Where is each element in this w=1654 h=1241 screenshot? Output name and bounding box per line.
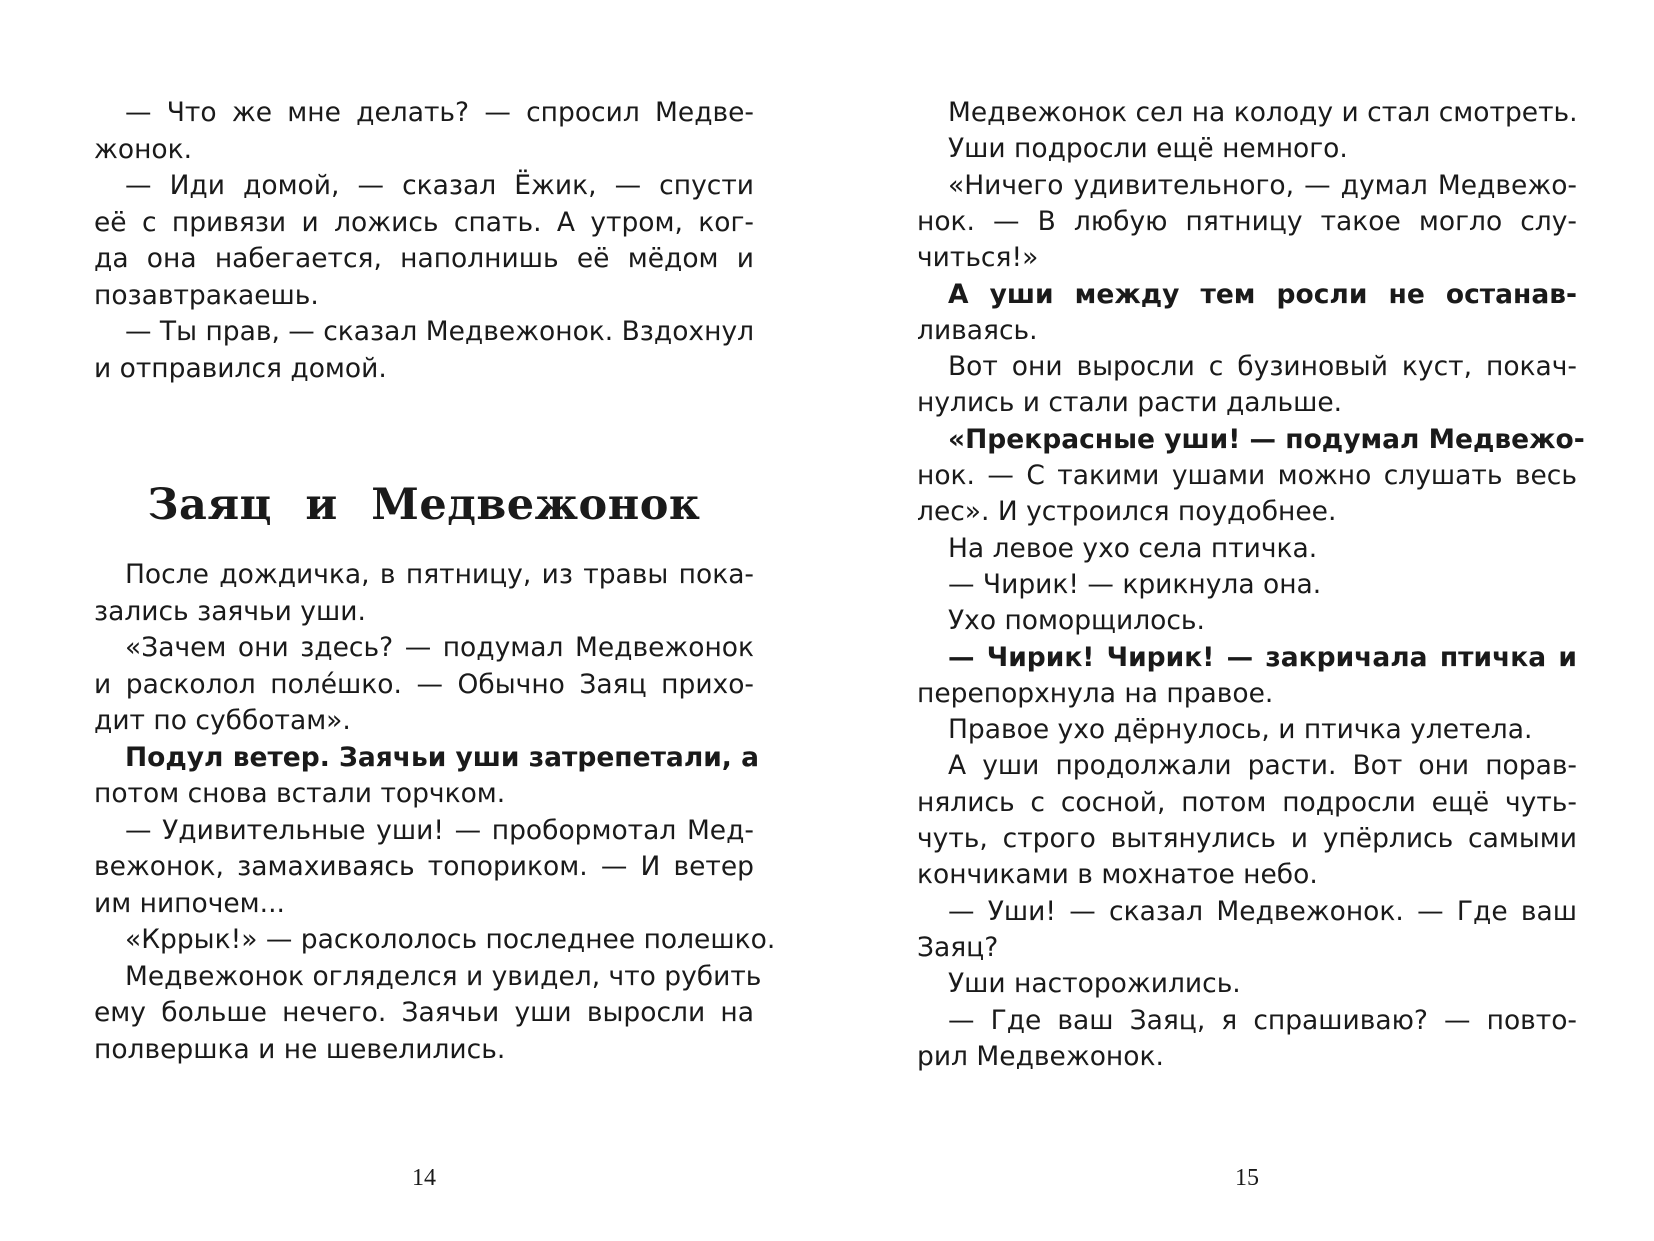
text-line: — Ты прав, — сказал Медвежонок. Вздохнул	[125, 316, 755, 347]
text-line: А уши продолжали расти. Вот они порав-	[948, 750, 1577, 782]
text-line: Заяц?	[917, 931, 999, 963]
text-line: Уши насторожились.	[948, 968, 1241, 1000]
chapter-title: Заяц и Медвежонок	[147, 480, 701, 530]
text-line: — Уши! — сказал Медвежонок. — Где ваш	[948, 895, 1577, 927]
text-line: Правое ухо дёрнулось, и птичка улетела.	[948, 714, 1533, 746]
page-number-left: 14	[412, 1165, 436, 1191]
text-line: «Зачем они здесь? — подумал Медвежонок	[125, 632, 754, 663]
text-line: Вот они выросли с бузиновый куст, покач-	[948, 351, 1577, 383]
text-line: — Чирик! Чирик! — закричала птичка и	[948, 641, 1577, 673]
text-line: нулись и стали расти дальше.	[917, 387, 1343, 419]
text-line: позавтракаешь.	[94, 279, 319, 311]
text-line: Медвежонок огляделся и увидел, что рубить	[125, 960, 762, 992]
text-line: перепорхнула на правое.	[917, 677, 1274, 709]
text-line: — Чирик! — крикнула она.	[948, 568, 1322, 600]
text-line: На левое ухо села птичка.	[948, 532, 1318, 564]
text-line: Уши подросли ещё немного.	[948, 133, 1348, 165]
text-line: нок. — В любую пятницу такое могло слу-	[917, 205, 1577, 237]
text-line: Ухо поморщилось.	[948, 605, 1205, 637]
text-line: нок. — С такими ушами можно слушать весь	[917, 460, 1577, 491]
text-line: да она набегается, наполнишь её мёдом и	[94, 243, 754, 274]
text-line: полвершка и не шевелились.	[94, 1033, 506, 1065]
text-line: потом снова встали торчком.	[94, 778, 506, 809]
text-line: рил Медвежонок.	[917, 1040, 1164, 1072]
text-line: лес». И устроился поудобнее.	[917, 496, 1337, 528]
text-line: дит по субботам».	[94, 705, 351, 736]
text-line: После дождичка, в пятницу, из травы пока-	[125, 559, 754, 590]
text-line: им нипочем...	[94, 887, 285, 919]
text-line: кончиками в мохнатое небо.	[917, 859, 1318, 891]
text-line: и отправился домой.	[94, 352, 387, 384]
text-line: — Иди домой, — сказал Ёжик, — спусти	[125, 170, 754, 201]
text-line: «Прекрасные уши! — подумал Медвежо-	[948, 423, 1585, 455]
text-line: — Удивительные уши! — пробормотал Мед-	[125, 814, 754, 846]
text-line: жонок.	[94, 133, 193, 165]
text-line: — Что же мне делать? — спросил Медве-	[125, 97, 754, 128]
text-line: читься!»	[917, 242, 1039, 274]
text-line: нялись с сосной, потом подросли ещё чуть-	[917, 786, 1577, 818]
text-line: Подул ветер. Заячьи уши затрепетали, а	[125, 741, 759, 773]
page-number-right: 15	[1235, 1165, 1259, 1191]
text-line: Медвежонок сел на колоду и стал смотреть.	[948, 97, 1578, 128]
text-line: ливаясь.	[917, 314, 1038, 346]
text-line: ему больше нечего. Заячьи уши выросли на	[94, 997, 754, 1028]
text-line: «Ничего удивительного, — думал Медвежо-	[948, 169, 1577, 201]
text-line: чуть, строго вытянулись и упёрлись самыми	[917, 823, 1577, 854]
text-line: А уши между тем росли не останав-	[948, 278, 1577, 310]
text-line: — Где ваш Заяц, я спрашиваю? — повто-	[948, 1004, 1577, 1036]
text-line: её с привязи и ложись спать. А утром, ког-	[94, 206, 754, 238]
text-line: зались заячьи уши.	[94, 595, 366, 627]
text-line: «Кррык!» — раскололось последнее полешко.	[125, 924, 776, 955]
text-line: вежонок, замахиваясь топориком. — И ветер	[94, 851, 754, 882]
text-line: и расколол поле́шко. — Обычно Заяц прихо-	[94, 668, 754, 700]
